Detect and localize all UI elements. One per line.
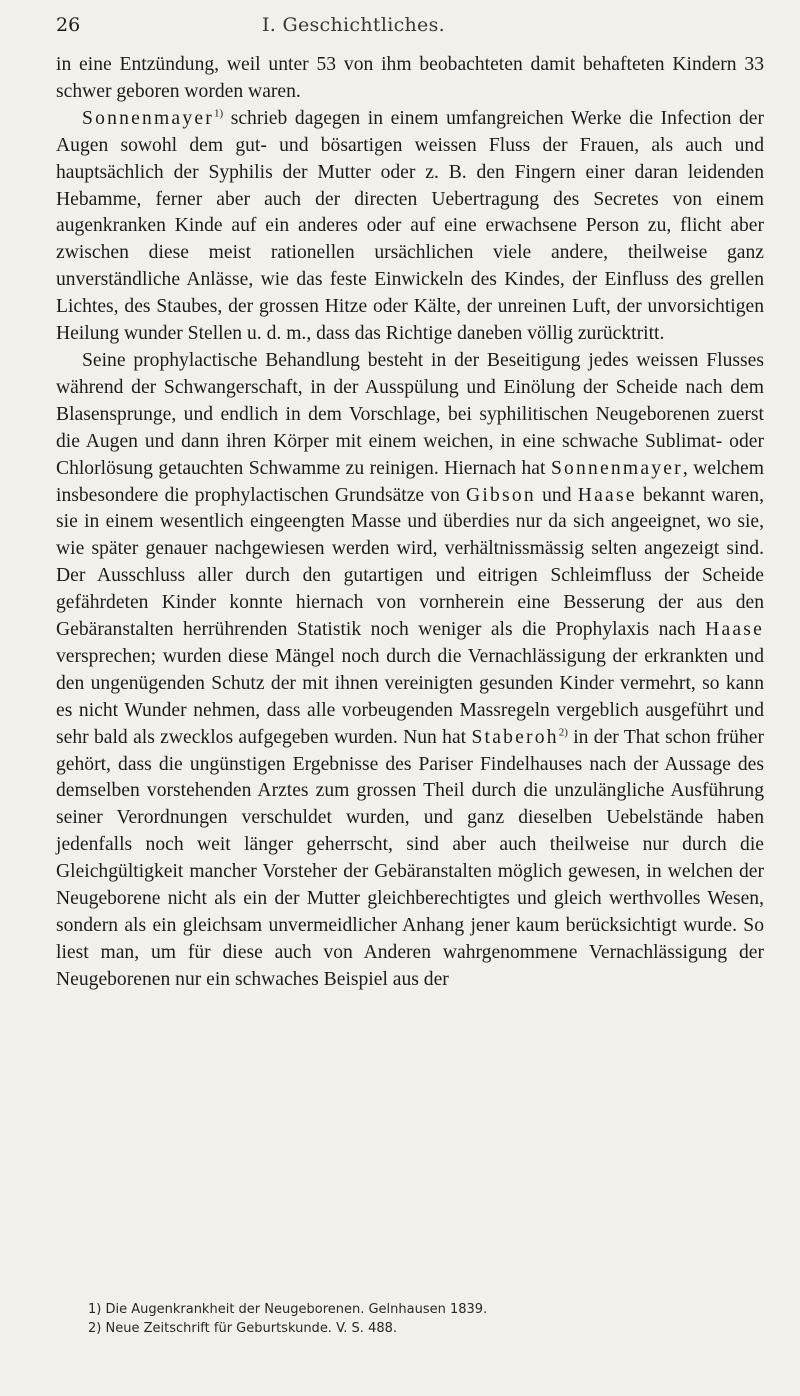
paragraph-2 bbox=[56, 106, 764, 348]
paragraph-text: , welchem insbesondere die prophylactischen Grundsätze von bbox=[56, 457, 764, 506]
footnote-ref: 2) bbox=[558, 726, 568, 739]
paragraph-text: bekannt waren, sie in einem wesentlich eingeengten Masse und überdies nur da sich angeeignet, wo sie, wie später genauer nachgewiesen werden wird, verhältnissmässig selten angezeigt sind. Der Ausschluss aller durch den gutartigen und eitrigen Schleimfluss der Scheide gefährdeten Kinder konnte hiernach von vornherein eine Besserung der aus den Gebäranstalten herrührenden Statistik noch weniger als die Prophylaxis nach bbox=[56, 484, 764, 641]
footnote-ref: 1) bbox=[213, 107, 224, 120]
author-name: Gibson bbox=[466, 484, 536, 506]
footnote bbox=[88, 1319, 748, 1338]
footnote-mark: 2) bbox=[88, 1321, 102, 1336]
footnote-text: Neue Zeitschrift für Geburtskunde. V. S. 488. bbox=[105, 1321, 398, 1336]
paragraph-text: in der That schon früher gehört, dass die ungünstigen Ergebnisse des Pariser Findelhauses nach der Aussage des demselben vorstehenden Arztes zum grossen Theil durch die unzulängliche Ausführung seiner Verordnungen verschuldet wurden, und ganz dieselben Uebelstände haben jedenfalls noch weit länger geherrscht, sind aber auch theilweise nur durch die Gleichgültigkeit mancher Vorsteher der Gebäranstalten möglich gewesen, in welchen der Neugeborene nicht als ein der Mutter gleichberechtigtes und gleich werthvolles Wesen, sondern als ein gleichsam unvermeidlicher Anhang jener kaum berücksichtigt wurde. So liest man, um für diese auch von Anderen wahrgenommene Vernachlässigung der Neugeborenen nur ein schwaches Beispiel aus der bbox=[56, 726, 764, 990]
paragraph-text: schrieb dagegen in einem umfangreichen Werke die Infection der Augen sowohl dem gut- und bösartigen weissen Fluss der Frauen, als auch und hauptsächlich der Syphilis der Mutter oder z. B. den Fingern einer daran leidenden Hebamme, ferner aber auch der directen Uebertragung des Secretes von einem augenkranken Kinde auf ein anderes oder auf eine erwachsene Person zu, flicht aber zwischen diese meist rationellen ursächlichen viele andere, theilweise ganz unverständliche Anlässe, wie das feste Einwickeln des Kindes, der Einfluss des grellen Lichtes, des Staubes, der grossen Hitze oder Kälte, der unreinen Luft, der unvorsichtigen Heilung wunder Stellen u. d. m., dass das Richtige daneben völlig zurücktritt. bbox=[56, 107, 764, 345]
footnote-mark: 1) bbox=[88, 1302, 102, 1317]
running-head: I. Geschichtliches. bbox=[262, 14, 445, 36]
body-text bbox=[56, 52, 764, 994]
paragraph-3 bbox=[56, 348, 764, 994]
paragraph-text: und bbox=[535, 484, 578, 506]
author-name: Sonnenmayer bbox=[550, 457, 683, 479]
author-name: Staberoh bbox=[471, 726, 559, 748]
paragraph-text: versprechen; wurden diese Mängel noch durch die Vernachlässigung der erkrankten und den ungenügenden Schutz der mit ihnen vereinigten gesunden Kinder vermehrt, so kann es nicht Wunder nehmen, dass alle vorbeugenden Massregeln vergeblich ausgeführt und sehr bald als zwecklos aufgegeben wurden. Nun hat bbox=[56, 645, 764, 748]
page-number: 26 bbox=[56, 14, 81, 36]
footnotes bbox=[88, 1300, 748, 1338]
footnote bbox=[88, 1300, 748, 1319]
author-name: Sonnenmayer bbox=[82, 107, 214, 129]
author-name: Haase bbox=[705, 619, 764, 641]
paragraph-1: in eine Entzündung, weil unter 53 von ihm beobachteten damit behafteten Kindern 33 schwer geboren worden waren. bbox=[56, 54, 764, 102]
paragraph-text: Seine prophylactische Behandlung besteht in der Beseitigung jedes weissen Flusses während der Schwangerschaft, in der Ausspülung und Einölung der Scheide nach dem Blasensprunge, und endlich in dem Vorschlage, bei syphilitischen Neugeborenen zuerst die Augen und dann ihren Körper mit einem weichen, in eine schwache Sublimat- oder Chlorlösung getauchten Schwamme zu reinigen. Hiernach hat bbox=[56, 349, 764, 479]
footnote-text: Die Augenkrankheit der Neugeborenen. Gelnhausen 1839. bbox=[105, 1302, 488, 1317]
author-name: Haase bbox=[577, 484, 637, 506]
page-header bbox=[0, 14, 800, 38]
